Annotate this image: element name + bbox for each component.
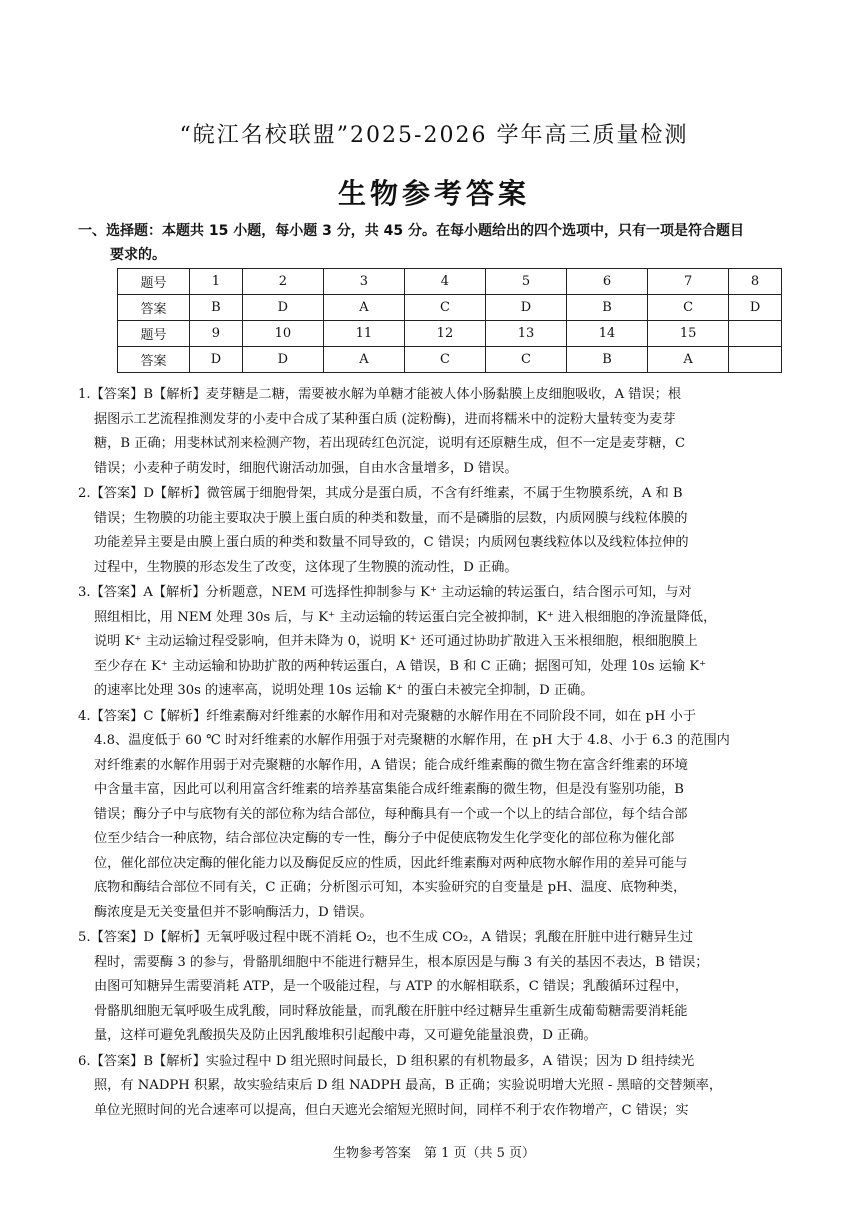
explanation-line: 说明 K⁺ 主动运输过程受影响，但并未降为 0，说明 K⁺ 还可通过协助扩散进入玉米根细胞，根细胞膜上 — [94, 634, 698, 649]
explanation-line: 由图可知糖异生需要消耗 ATP，是一个吸能过程，与 ATP 的水解相联系，C 错误；乳酸循环过程中， — [94, 979, 689, 994]
document-subtitle: 生物参考答案 — [337, 177, 530, 210]
explanation-line: 错误；生物膜的功能主要取决于膜上蛋白质的种类和数量，而不是磷脂的层数，内质网膜与线粒体膜的 — [94, 510, 688, 526]
table-cell: C — [648, 295, 729, 321]
exam-title: “皖江名校联盟”2025-2026 学年高三质量检测 — [179, 123, 689, 148]
explanation-line: 糖，B 正确；用斐林试剂来检测产物，若出现砖红色沉淀，说明有还原糖生成，但不一定是麦芽糖，C — [94, 436, 686, 451]
answer-explanation — [78, 482, 794, 580]
table-cell: D — [242, 295, 323, 321]
explanation-line: 中含量丰富，因此可以利用富含纤维素的培养基富集能合成纤维素酶的微生物，但是没有鉴别功能，B — [94, 782, 684, 797]
table-cell: 1 — [190, 269, 243, 295]
table-row — [118, 269, 782, 295]
answer-explanation — [78, 383, 794, 481]
page-footer: 生物参考答案 第 1 页（共 5 页） — [332, 1146, 536, 1161]
table-cell: C — [404, 295, 485, 321]
table-cell: A — [648, 347, 729, 373]
section-heading-line-1: 一、选择题：本题共 15 小题，每小题 3 分，共 45 分。在每小题给出的四个选项中，只有一项是符合题目 — [78, 223, 744, 239]
explanation-line: 6.【答案】B【解析】实验过程中 D 组光照时间最长，D 组积累的有机物最多，A 错误；因为 D 组持续光 — [78, 1053, 695, 1069]
explanation-line: 1.【答案】B【解析】麦芽糖是二糖，需要被水解为单糖才能被人体小肠黏膜上皮细胞吸收，A 错误；根 — [78, 387, 682, 402]
explanation-line: 单位光照时间的光合速率可以提高，但白天遮光会缩短光照时间，同样不利于农作物增产，C 错误；实 — [94, 1102, 689, 1118]
table-cell: 5 — [485, 269, 566, 295]
explanation-line: 量，这样可避免乳酸损失及防止因乳酸堆积引起酸中毒，又可避免能量浪费，D 正确。 — [94, 1028, 597, 1043]
table-cell: 7 — [648, 269, 729, 295]
table-cell: 13 — [485, 321, 566, 347]
explanation-line: 错误；小麦种子萌发时，细胞代谢活动加强，自由水含量增多，D 错误。 — [94, 460, 518, 476]
explanation-line: 位，催化部位决定酶的催化能力以及酶促反应的性质，因此纤维素酶对两种底物水解作用的差异可能与 — [94, 855, 688, 871]
explanation-line: 照，有 NADPH 积累，故实验结束后 D 组 NADPH 最高，B 正确；实验说明增大光照 - 黑暗的交替频率， — [94, 1078, 723, 1093]
table-cell: 2 — [242, 269, 323, 295]
answer-explanation — [78, 926, 794, 1049]
answer-explanation — [78, 705, 794, 926]
answer-explanation — [78, 581, 794, 704]
table-row-header: 答案 — [118, 347, 190, 373]
explanation-line: 程时，需要酶 3 的参与，骨骼肌细胞中不能进行糖异生，根本原因是与酶 3 有关的基因不表达，B 错误； — [94, 954, 709, 970]
table-row-header: 题号 — [118, 269, 190, 295]
explanation-line: 错误；酶分子中与底物有关的部位称为结合部位，每种酶具有一个或一个以上的结合部位，每个结合部 — [94, 806, 688, 822]
table-cell: 15 — [648, 321, 729, 347]
explanation-line: 至少存在 K⁺ 主动运输和协助扩散的两种转运蛋白，A 错误，B 和 C 正确；据图可知，处理 10s 运输 K⁺ — [94, 658, 707, 674]
table-row — [118, 347, 782, 373]
explanation-line: 据图示工艺流程推测发芽的小麦中合成了某种蛋白质 (淀粉酶)，进而将糯米中的淀粉大量转变为麦芽 — [94, 411, 676, 427]
table-row-header: 题号 — [118, 321, 190, 347]
table-cell: 4 — [404, 269, 485, 295]
explanation-line: 功能差异主要是由膜上蛋白质的种类和数量不同导致的，C 错误；内质网包裹线粒体以及线粒体拉伸的 — [94, 535, 689, 550]
explanation-line: 对纤维素的水解作用弱于对壳聚糖的水解作用，A 错误；能合成纤维素酶的微生物在富含纤维素的环境 — [94, 757, 688, 773]
explanation-line: 底物和酶结合部位不同有关，C 正确；分析图示可知，本实验研究的自变量是 pH、温度、底物种类， — [94, 880, 687, 895]
explanation-line: 照组相比，用 NEM 处理 30s 后，与 K⁺ 主动运输的转运蛋白完全被抑制，K⁺ 进入根细胞的净流量降低， — [94, 609, 717, 625]
answer-explanation — [78, 1050, 794, 1124]
explanation-line: 4.8、温度低于 60 ℃ 时对纤维素的水解作用强于对壳聚糖的水解作用，在 pH 大于 4.8、小于 6.3 的范围内 — [94, 733, 730, 748]
section-heading — [78, 219, 794, 267]
answer-table — [117, 268, 782, 373]
explanation-line: 过程中，生物膜的形态发生了改变，这体现了生物膜的流动性，D 正确。 — [94, 559, 518, 575]
table-cell: A — [323, 347, 404, 373]
table-cell: B — [190, 295, 243, 321]
table-cell: C — [485, 347, 566, 373]
table-row — [118, 295, 782, 321]
table-cell: C — [404, 347, 485, 373]
table-cell: D — [485, 295, 566, 321]
table-cell: D — [729, 295, 782, 321]
explanation-line: 2.【答案】D【解析】微管属于细胞骨架，其成分是蛋白质，不含有纤维素，不属于生物膜系统，A 和 B — [78, 486, 683, 501]
table-cell: 11 — [323, 321, 404, 347]
table-cell: B — [567, 347, 648, 373]
explanation-line: 位至少结合一种底物，结合部位决定酶的专一性，酶分子中促使底物发生化学变化的部位称为催化部 — [94, 831, 675, 846]
table-cell: D — [190, 347, 243, 373]
table-cell: 9 — [190, 321, 243, 347]
table-cell: D — [242, 347, 323, 373]
explanation-line: 4.【答案】C【解析】纤维素酶对纤维素的水解作用和对壳聚糖的水解作用在不同阶段不同，如在 pH 小于 — [78, 708, 697, 724]
table-cell — [729, 321, 782, 347]
table-cell: 3 — [323, 269, 404, 295]
table-cell: 6 — [567, 269, 648, 295]
table-cell — [729, 347, 782, 373]
explanation-line: 3.【答案】A【解析】分析题意，NEM 可选择性抑制参与 K⁺ 主动运输的转运蛋白，结合图示可知，与对 — [78, 585, 692, 600]
table-cell: A — [323, 295, 404, 321]
explanation-line: 5.【答案】D【解析】无氧呼吸过程中既不消耗 O₂，也不生成 CO₂，A 错误；乳酸在肝脏中进行糖异生过 — [78, 930, 694, 945]
explanation-line: 骨骼肌细胞无氧呼吸生成乳酸，同时释放能量，而乳酸在肝脏中经过糖异生重新生成葡萄糖需要消耗能 — [94, 1003, 688, 1019]
table-row-header: 答案 — [118, 295, 190, 321]
explanations — [78, 383, 794, 1124]
table-cell: B — [567, 295, 648, 321]
section-heading-line-2: 要求的。 — [110, 247, 166, 263]
explanation-line: 酶浓度是无关变量但并不影响酶活力，D 错误。 — [94, 904, 373, 920]
table-cell: 14 — [567, 321, 648, 347]
table-cell: 10 — [242, 321, 323, 347]
explanation-line: 的速率比处理 30s 的速率高，说明处理 10s 运输 K⁺ 的蛋白未被完全抑制，D 正确。 — [94, 683, 594, 698]
table-cell: 12 — [404, 321, 485, 347]
table-cell: 8 — [729, 269, 782, 295]
table-row — [118, 321, 782, 347]
